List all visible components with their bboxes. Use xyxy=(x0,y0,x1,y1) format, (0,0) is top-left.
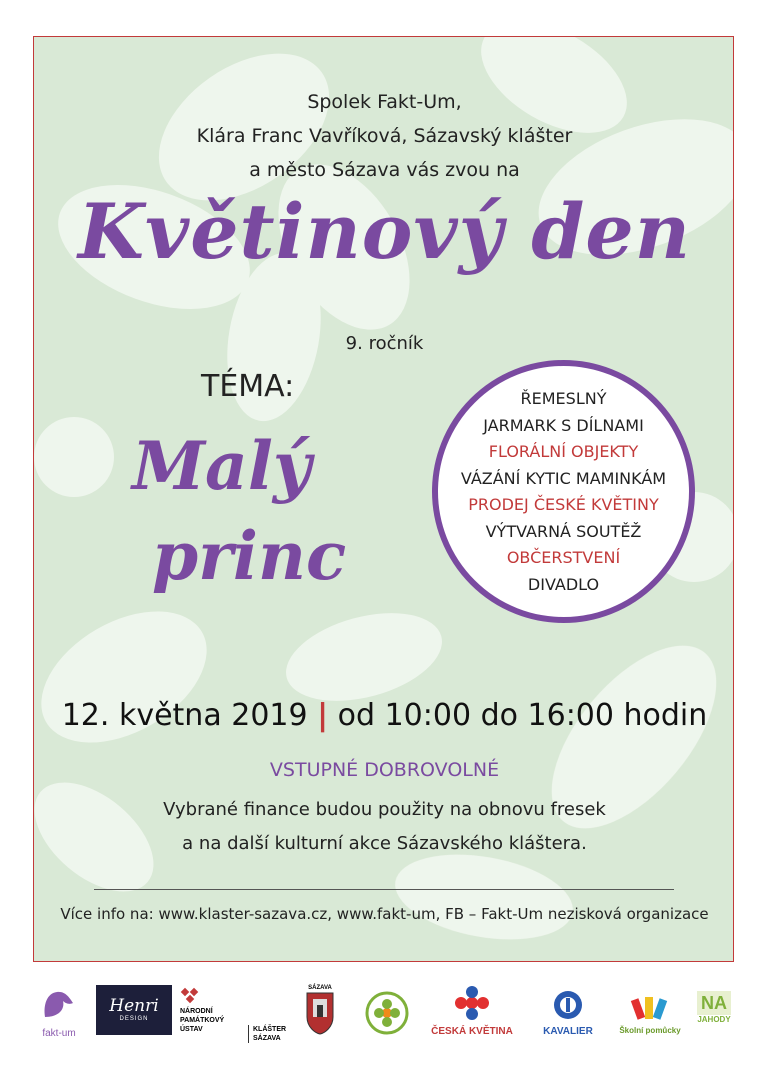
intro-line-1: Spolek Fakt-Um, xyxy=(307,91,462,113)
jahody-logo xyxy=(694,991,734,1024)
skolni-pomucky-logo xyxy=(618,993,682,1035)
divider xyxy=(94,889,674,890)
npu-text xyxy=(180,1007,224,1034)
program-item: FLORÁLNÍ OBJEKTY xyxy=(488,442,639,461)
event-date: 12. května 2019 xyxy=(61,698,308,733)
theme-title-line-2: princ xyxy=(152,517,347,595)
program-item: VÝTVARNÁ SOUTĚŽ xyxy=(485,521,642,541)
henri-logo xyxy=(96,985,172,1035)
klaster-text xyxy=(248,1025,286,1043)
faktum-logo xyxy=(36,987,82,1039)
ceska-kvetina-flower-icon xyxy=(449,985,495,1021)
pencils-icon xyxy=(630,993,670,1021)
program-item: VÁZÁNÍ KYTIC MAMINKÁM xyxy=(460,468,667,488)
sazava-coat-of-arms xyxy=(300,985,340,1040)
jahody-label: JAHODY xyxy=(697,1015,731,1024)
npu-line-2: PAMÁTKOVÝ xyxy=(180,1017,225,1024)
intro-text xyxy=(34,85,734,187)
ceska-kvetina-label: ČESKÁ KVĚTINA xyxy=(431,1026,513,1037)
program-item: OBČERSTVENÍ xyxy=(506,548,621,567)
funding-note-line-1: Vybrané finance budou použity na obnovu fresek xyxy=(163,799,606,820)
sponsor-logos xyxy=(30,985,740,1055)
ceska-kvetina-logo xyxy=(426,985,518,1037)
program-item: DIVADLO xyxy=(527,574,600,594)
sazava-label: SÁZAVA xyxy=(308,985,332,991)
event-time: od 10:00 do 16:00 hodin xyxy=(337,698,708,733)
program-item: ŘEMESLNÝ xyxy=(520,389,607,408)
program-circle xyxy=(432,360,695,623)
program-list xyxy=(438,386,689,598)
more-info: Více info na: www.klaster-sazava.cz, www.fakt-um, FB – Fakt-Um nezisková organizace xyxy=(60,905,709,923)
na-badge: NA xyxy=(697,991,731,1015)
program-item: JARMARK S DÍLNAMI xyxy=(483,415,644,435)
skolni-pomucky-label: Školní pomůcky xyxy=(619,1026,681,1035)
intro-line-3: a město Sázava vás zvou na xyxy=(249,159,520,181)
klaster-line-2: SÁZAVA xyxy=(253,1035,281,1042)
event-date-time xyxy=(34,698,734,733)
henri-sub-label: DESIGN xyxy=(119,1016,149,1022)
poster xyxy=(33,36,734,962)
funding-note xyxy=(34,793,734,861)
round-green-logo xyxy=(362,991,412,1040)
theme-label: TÉMA: xyxy=(201,369,295,404)
entry-fee: VSTUPNÉ DOBROVOLNÉ xyxy=(269,759,500,781)
flower-icon xyxy=(365,991,409,1035)
kavalier-label: KAVALIER xyxy=(543,1026,593,1037)
event-title: Květinový den xyxy=(77,187,692,276)
npu-line-3: ÚSTAV xyxy=(180,1026,203,1033)
klaster-line-1: KLÁŠTER xyxy=(253,1026,287,1033)
npu-line-1: NÁRODNÍ xyxy=(180,1008,213,1015)
henri-label: Henri xyxy=(109,996,159,1016)
coat-of-arms-icon xyxy=(305,991,335,1035)
hand-icon xyxy=(39,987,79,1023)
kavalier-logo xyxy=(538,989,598,1037)
kavalier-icon xyxy=(553,989,583,1021)
npu-logo xyxy=(180,987,290,1043)
faktum-label: fakt-um xyxy=(42,1028,76,1039)
intro-line-2: Klára Franc Vavříková, Sázavský klášter xyxy=(196,125,573,147)
theme-title-line-1: Malý xyxy=(132,427,312,505)
funding-note-line-2: a na další kulturní akce Sázavského kláštera. xyxy=(182,833,587,854)
program-item: PRODEJ ČESKÉ KVĚTINY xyxy=(468,495,659,514)
date-separator: | xyxy=(317,698,329,733)
edition-label: 9. ročník xyxy=(345,333,424,354)
npu-diamond-icon xyxy=(180,987,202,1005)
